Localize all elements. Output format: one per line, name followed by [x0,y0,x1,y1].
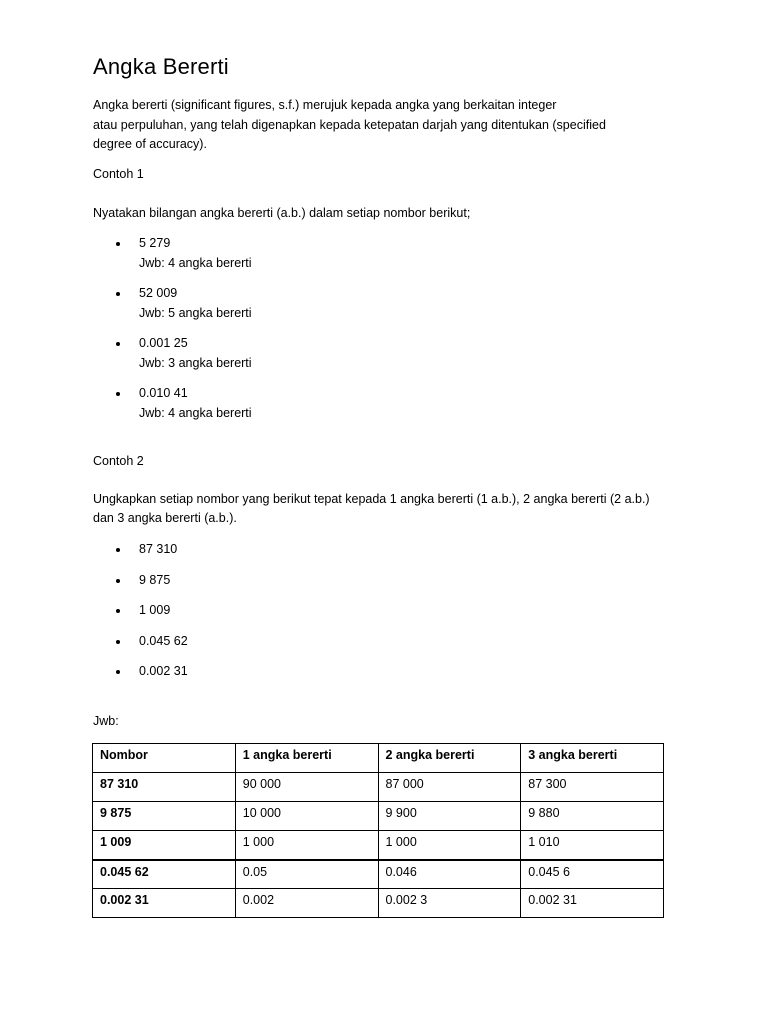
table-cell: 87 310 [93,773,236,802]
item-number: 0.010 41 [139,386,188,400]
table-cell: 1 000 [378,831,521,860]
jwb-label: Jwb: [93,714,119,728]
table-cell: 0.002 31 [521,889,664,918]
page-title: Angka Bererti [93,54,229,79]
item-number: 52 009 [139,286,178,300]
item-number: 5 279 [139,236,171,250]
list-item [93,284,252,323]
contoh2-question-line-1: Ungkapkan setiap nombor yang berikut tepat kepada 1 angka bererti (1 a.b.), 2 angka bererti (2 a.b.) [93,492,650,506]
table-header-cell: 2 angka bererti [378,744,521,773]
table-row [93,889,664,918]
table-cell: 1 009 [93,831,236,860]
item-answer: Jwb: 3 angka bererti [139,355,252,370]
table-cell: 0.002 31 [93,889,236,918]
list-item: 0.045 62 [93,632,188,652]
table-cell: 1 000 [235,831,378,860]
item-answer: Jwb: 5 angka bererti [139,305,252,320]
table-cell: 0.05 [235,860,378,889]
table-cell: 10 000 [235,802,378,831]
list-item [93,234,252,273]
item-number: 0.001 25 [139,336,188,350]
intro-line-3: degree of accuracy). [93,137,207,151]
table-cell: 0.045 6 [521,860,664,889]
table-header-row [93,744,664,773]
table-header-cell: Nombor [93,744,236,773]
list-item: 1 009 [93,601,188,621]
table-cell: 0.002 3 [378,889,521,918]
table-row [93,802,664,831]
contoh1-list [93,234,252,423]
contoh1-question: Nyatakan bilangan angka bererti (a.b.) dalam setiap nombor berikut; [93,206,471,220]
table-header-cell: 1 angka bererti [235,744,378,773]
list-item: 9 875 [93,571,188,591]
intro-line-2: atau perpuluhan, yang telah digenapkan kepada ketepatan darjah yang ditentukan (specified [93,118,606,132]
table-cell: 9 880 [521,802,664,831]
table-header-cell: 3 angka bererti [521,744,664,773]
table-cell: 87 000 [378,773,521,802]
table-cell: 1 010 [521,831,664,860]
table-row [93,831,664,860]
intro-line-1: Angka bererti (significant figures, s.f.) merujuk kepada angka yang berkaitan integer [93,98,557,112]
item-answer: Jwb: 4 angka bererti [139,255,252,270]
list-item [93,384,252,423]
table-cell: 90 000 [235,773,378,802]
table-cell: 0.002 [235,889,378,918]
contoh2-question-line-2: dan 3 angka bererti (a.b.). [93,511,237,525]
list-item [93,334,252,373]
table-cell: 87 300 [521,773,664,802]
table-row [93,860,664,889]
table-row [93,773,664,802]
list-item: 87 310 [93,540,188,560]
table-cell: 9 875 [93,802,236,831]
answer-table [92,743,664,918]
table-cell: 9 900 [378,802,521,831]
item-answer: Jwb: 4 angka bererti [139,405,252,420]
list-item: 0.002 31 [93,662,188,682]
contoh1-heading: Contoh 1 [93,167,144,181]
table-cell: 0.045 62 [93,860,236,889]
contoh2-list [93,540,188,682]
table-cell: 0.046 [378,860,521,889]
contoh2-heading: Contoh 2 [93,454,144,468]
